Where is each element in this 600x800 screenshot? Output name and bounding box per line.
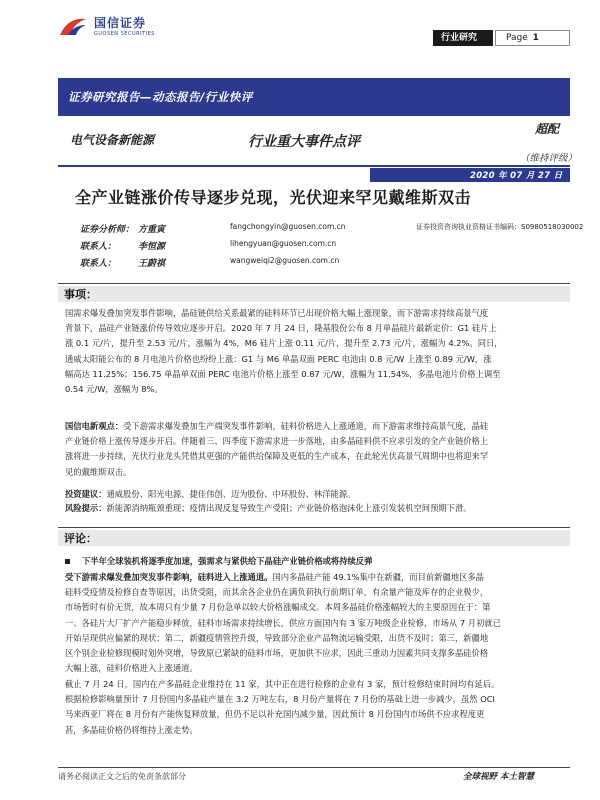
report-category-band bbox=[58, 78, 570, 116]
analyst-name: 王蔚祺 bbox=[138, 259, 166, 269]
events-title: 事项： bbox=[64, 288, 97, 301]
text-line: 0.54 元/W，涨幅为 8%。 bbox=[65, 384, 163, 395]
bullet-icon bbox=[65, 559, 70, 564]
text-line: 通威太阳能公布的 8 月电池片价格也纷纷上涨：G1 与 M6 单晶双面 PERC 电池由 0.8 元/W 上涨至 0.89 元/W，涨 bbox=[65, 353, 492, 364]
divider bbox=[58, 165, 570, 167]
footer-slogan: 全球视野 本土智慧 bbox=[463, 772, 534, 782]
text-line: 马来西亚厂将在 8 月份有产能恢复释放量，但仍不足以补充国内减少量，因此预计 8 月份国内市场供不应求程度更 bbox=[65, 709, 485, 720]
text-line: 涨 0.1 元/片，提升至 2.53 元/片，涨幅为 4%，M6 硅片上涨 0.11 元/片，提升至 2.73 元/片，涨幅为 4.2%。同日， bbox=[65, 338, 503, 349]
text-line: 截止 7 月 24 日，国内在产多晶硅企业维持在 11 家，其中正在进行检修的企业有 3 家，预计检修结束时间均有延后。 bbox=[65, 679, 500, 689]
sector-name: 电气设备新能源 bbox=[70, 133, 155, 147]
report-date: 2020 年 07 月 27 日 bbox=[470, 171, 563, 181]
text-line: 大幅上涨，硅料价格进入上涨通道。 bbox=[65, 663, 198, 674]
text-line: 背景下，晶硅产业链涨价传导效应逐步开启。2020 年 7 月 24 日，隆基股份公布 8 月单晶硅片最新定价：G1 硅片上 bbox=[65, 323, 497, 334]
analyst-role: 联系人： bbox=[80, 259, 117, 269]
page-number: 1 bbox=[532, 33, 539, 43]
analyst-email[interactable]: lihengyuan@guosen.com.cn bbox=[230, 239, 337, 248]
report-type-tag: 行业研究 bbox=[433, 30, 493, 46]
analyst-email[interactable]: fangchongyin@guosen.com.cn bbox=[230, 222, 346, 231]
analyst-role: 证券分析师： bbox=[80, 225, 135, 235]
view-label: 国信电新观点： bbox=[65, 421, 124, 431]
text-line: 开始呈现供应偏紧的现状；第二，新疆疫情管控升级，导致部分企业产品物流运输受限，出货不及时；第三，新疆地 bbox=[65, 632, 489, 643]
text-line: 根据检修影响量预计 7 月份国内多晶硅产量在 3.2 万吨左右，8 月份产量将在 7 月份的基础上进一步减少，虽然 OCI bbox=[65, 694, 495, 705]
events-paragraph bbox=[65, 306, 570, 397]
brand-name-cn: 国信证券 bbox=[94, 16, 147, 30]
analyst-name: 李恒源 bbox=[138, 242, 166, 252]
invest-suggestion bbox=[65, 487, 570, 502]
brand-logo bbox=[58, 14, 155, 37]
analyst-name: 方重寅 bbox=[138, 225, 166, 235]
footer-divider bbox=[58, 767, 570, 768]
text-line: 甚，多晶硅价格仍将维持上涨走势。 bbox=[65, 724, 198, 735]
divider bbox=[58, 283, 570, 284]
text-line: 国需求爆发叠加突发事件影响，晶硅链供给关系最紧的硅料环节已出现价格大幅上涨现象，而下游需求持续高景气度 bbox=[65, 308, 489, 318]
text-line: 产业链价格上涨传导逐步开启。伴随着三、四季度下游需求进一步落地，由多晶硅料供不应求引发的全产业链价格上 bbox=[65, 436, 489, 447]
analyst-cert: 证券投资咨询执业资格证书编码：S0980518030002 bbox=[416, 223, 584, 231]
logo-icon bbox=[58, 15, 88, 37]
analyst-email[interactable]: wangweiqi2@guosen.com.cn bbox=[230, 256, 340, 265]
rating-sub: （维持评级） bbox=[520, 153, 578, 164]
risk-text: 新能源消纳瓶颈重现；疫情出现反复导致生产受阻；产业链价格泡沫化上涨引发装机空间预期下滑。 bbox=[106, 503, 472, 513]
comment-bullet bbox=[65, 554, 570, 569]
headline: 全产业链涨价传导逐步兑现，光伏迎来罕见戴维斯双击 bbox=[75, 188, 472, 207]
text-line: 一、各硅片大厂扩产产能稳步释放，硅料市场需求持续增长，供应方面国内有 3 家万吨级企业检修，市场从 7 月初就已 bbox=[65, 617, 501, 628]
page-indicator bbox=[495, 30, 570, 46]
comment-paragraph-1 bbox=[65, 570, 570, 676]
risk-notice bbox=[65, 501, 570, 516]
rating: 超配 bbox=[535, 122, 560, 136]
divider bbox=[58, 527, 570, 528]
brand-name-en: GUOSEN SECURITIES bbox=[94, 31, 155, 37]
analyst-role: 联系人： bbox=[80, 242, 117, 252]
bullet-text: 下半年全球装机将逐季度加速，强需求与紧供给下晶硅产业链价格或将持续反弹 bbox=[82, 556, 373, 566]
comment-section-header bbox=[58, 530, 570, 546]
text-line: 受下游需求爆发叠加生产端突发事件影响，硅料价格进入上涨通道，而下游需求维持高景气度，晶硅 bbox=[123, 421, 489, 431]
report-category: 证券研究报告—动态报告/行业快评 bbox=[68, 90, 253, 104]
invest-label: 投资建议： bbox=[65, 489, 107, 499]
risk-label: 风险提示： bbox=[65, 503, 107, 513]
events-section-header bbox=[58, 286, 570, 302]
comment-title: 评论： bbox=[64, 532, 97, 545]
text-line: 市场暂时有价无货，故本周只有少量 7 月份急单以较大价格涨幅成交。本周多晶硅价格涨幅较大的主要原因在于：第 bbox=[65, 602, 491, 613]
comment-lead: 受下游需求爆发叠加突发事件影响，硅料进入上涨通道。 bbox=[65, 572, 273, 582]
text-line: 硅料受疫情及检修自查等原因，出货受阻，而其余各企业仍在满负荷执行前期订单，有余量产能及库存的企业极少， bbox=[65, 587, 489, 598]
text-line: 国内多晶硅产能 49.1%集中在新疆，而目前新疆地区多晶 bbox=[272, 572, 484, 582]
text-line: 涨将进一步持续，光伏行业龙头凭借其更强的产能供给保障及更低的生产成本，在此轮光伏高景气周期中也将迎来罕 bbox=[65, 451, 489, 462]
text-line: 幅高达 11.25%；156.75 单晶单双面 PERC 电池片价格上涨至 0.87 元/W，涨幅为 11.54%，多晶电池片价格上调至 bbox=[65, 368, 501, 379]
invest-text: 通威股份、阳光电源、捷佳伟创、迈为股份、中环股份、林洋能源。 bbox=[106, 489, 356, 499]
page-label: Page bbox=[506, 33, 528, 43]
comment-paragraph-2 bbox=[65, 677, 570, 738]
text-line: 见的戴维斯双击。 bbox=[65, 466, 132, 477]
footer-disclaimer: 请务必阅读正文之后的免责条款部分 bbox=[58, 772, 186, 781]
text-line: 区个别企业检修现模时划外突增，导致原已紧缺的硅料市场，更加供不应求，因此三重动力因素共同支撑多晶硅价格 bbox=[65, 648, 489, 659]
view-paragraph bbox=[65, 419, 570, 480]
event-title: 行业重大事件点评 bbox=[248, 134, 360, 150]
